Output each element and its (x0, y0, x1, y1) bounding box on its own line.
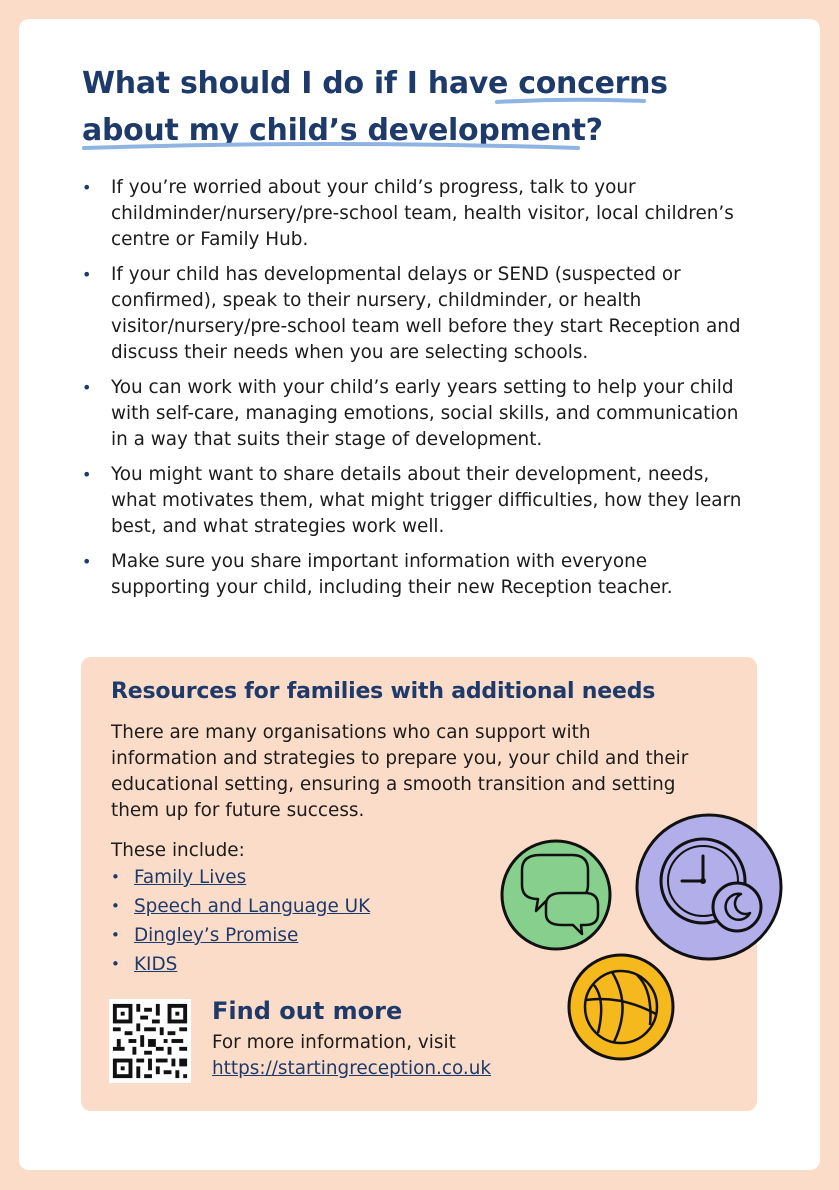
basketball-icon (569, 955, 673, 1059)
clock-moon-icon (637, 815, 781, 959)
find-out-more-title: Find out more (212, 997, 403, 1025)
advice-item: • Make sure you share important information with everyone supporting your child, including their new Reception teacher. (82, 549, 742, 601)
title-highlight-concerns: concerns (518, 66, 668, 101)
resources-intro: There are many organisations who can support with information and strategies to prepare you, your child and their educational setting, ensuring a smooth transition and setting them up for future success. (111, 722, 689, 821)
advice-item: • If your child has developmental delays or SEND (suspected or confirmed), speak to their nursery, childminder, or health visitor/nursery/pre-school team well before they start Reception and discuss their needs when you are selecting schools. (82, 262, 742, 366)
speech-bubbles-icon (502, 841, 610, 949)
link-family-lives[interactable]: Family Lives (134, 867, 247, 888)
advice-item: • If you’re worried about your child’s progress, talk to your childminder/nursery/pre-school team, health visitor, local children’s centre or Family Hub. (82, 175, 742, 253)
advice-item: • You might want to share details about their development, needs, what motivates them, what might trigger difficulties, how they learn best, and what strategies work well. (82, 462, 742, 540)
link-dingleys-promise[interactable]: Dingley’s Promise (134, 925, 299, 946)
title-question-mark: ? (585, 113, 603, 148)
advice-item: • You can work with your child’s early years setting to help your child with self-care, managing emotions, social skills, and communication in a way that suits their stage of development. (82, 375, 742, 453)
website-link[interactable]: https://startingreception.co.uk (212, 1058, 492, 1079)
link-speech-language-uk[interactable]: Speech and Language UK (134, 896, 371, 917)
title-highlight-development: about my child’s development (82, 113, 586, 148)
includes-label: These include: (111, 840, 245, 861)
title-part1: What should I do if I have (82, 66, 519, 101)
link-kids[interactable]: KIDS (134, 954, 178, 975)
find-out-more-text: For more information, visit (212, 1032, 456, 1053)
resources-title: Resources for families with additional needs (111, 679, 656, 704)
